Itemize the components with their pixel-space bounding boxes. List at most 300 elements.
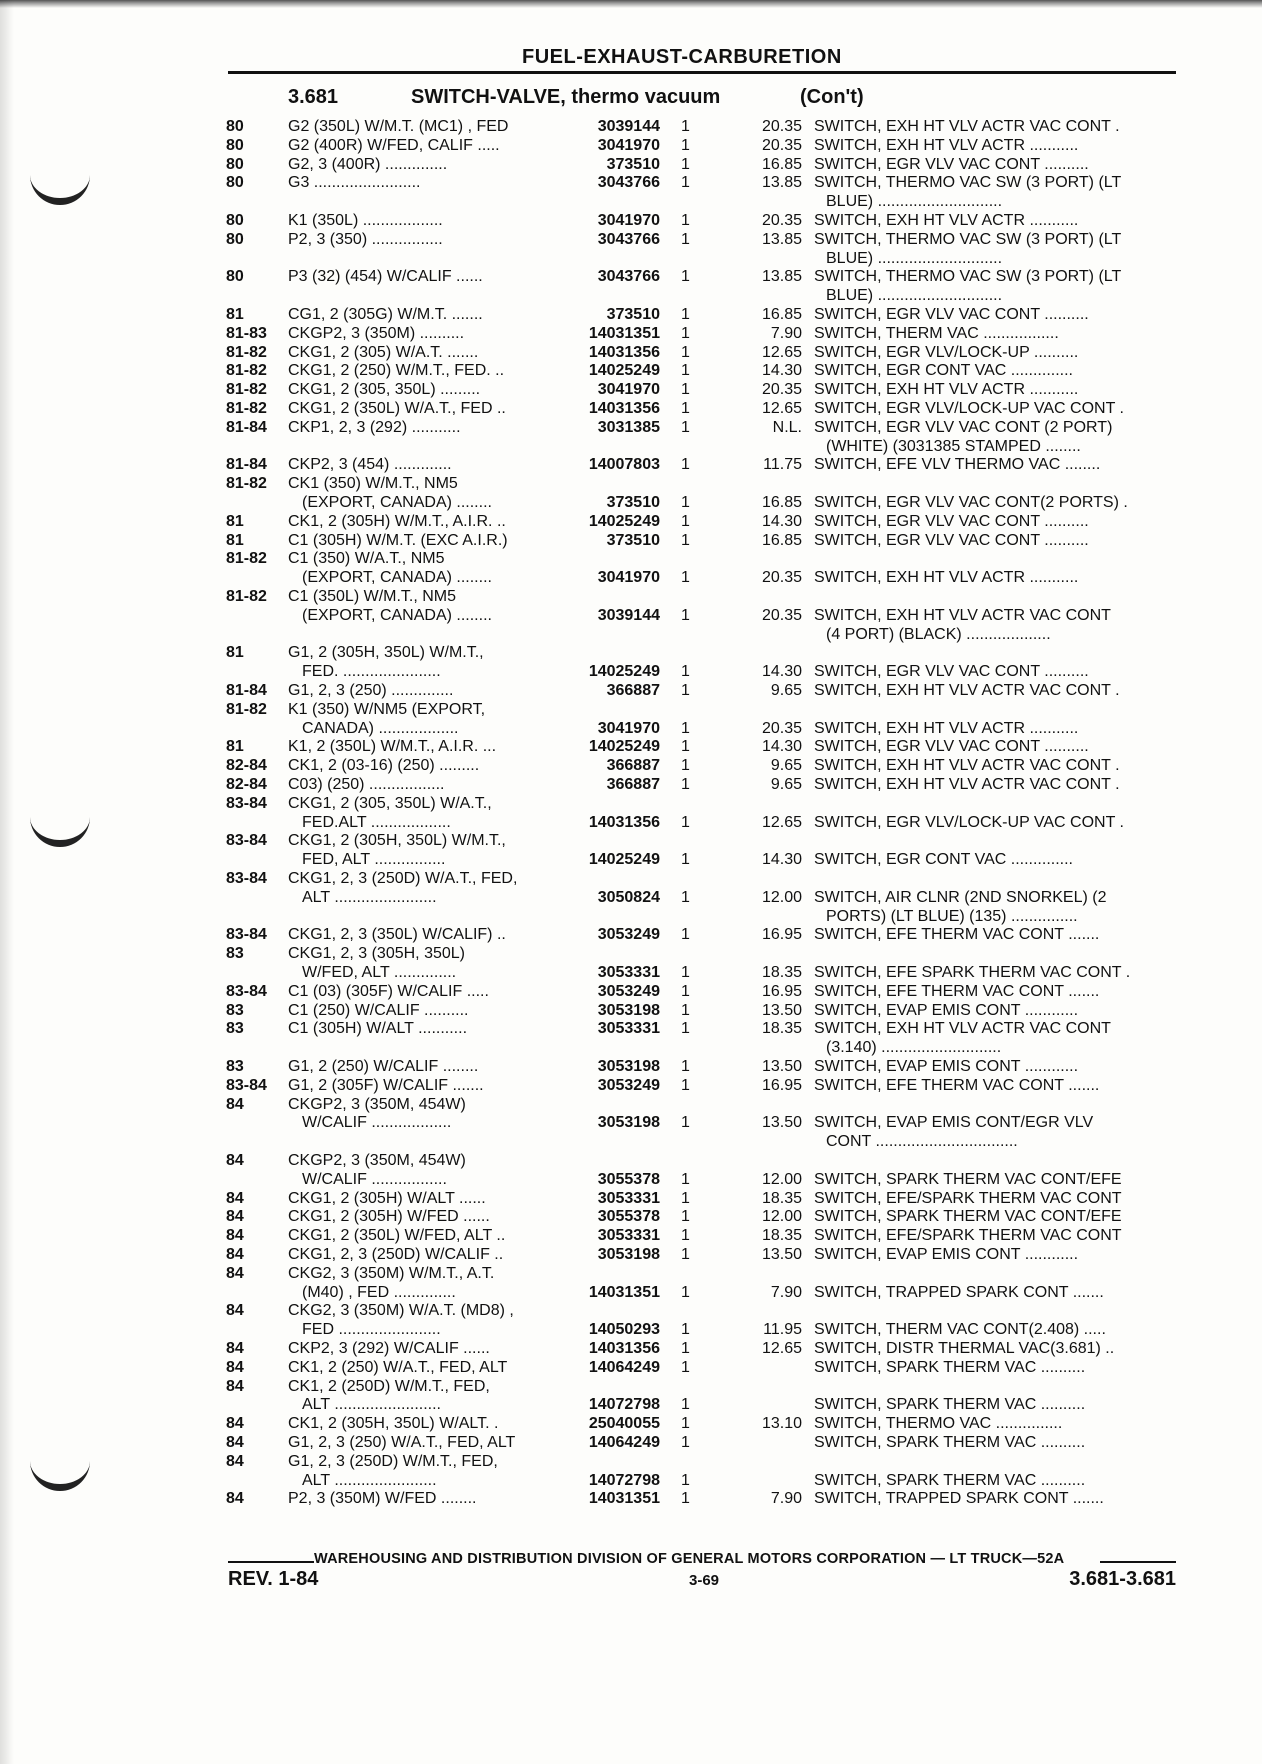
price: 16.85 bbox=[761, 493, 802, 511]
part-number: 14072798 bbox=[588, 1396, 660, 1414]
price: 13.50 bbox=[761, 1246, 802, 1263]
price: 13.85 bbox=[761, 268, 802, 286]
application-continued: (EXPORT, CANADA) ........ bbox=[302, 606, 492, 624]
application-continued: W/CALIF ................. bbox=[302, 1170, 447, 1188]
application: CKG1, 2 (305, 350L) W/A.T., bbox=[288, 794, 492, 812]
quantity: 1 bbox=[681, 381, 690, 399]
quantity: 1 bbox=[681, 456, 690, 474]
part-number: 3053331 bbox=[597, 1227, 660, 1245]
application: G1, 2, 3 (250D) W/M.T., FED, bbox=[288, 1452, 498, 1470]
description: SWITCH, EXH HT VLV ACTR VAC CONT . bbox=[814, 757, 1120, 775]
description: SWITCH, SPARK THERM VAC .......... bbox=[814, 1358, 1086, 1376]
price: 16.95 bbox=[761, 926, 802, 944]
page-title: FUEL-EXHAUST-CARBURETION bbox=[522, 46, 842, 68]
table-row bbox=[0, 531, 1262, 550]
part-number: 3053249 bbox=[597, 982, 660, 1000]
part-number: 373510 bbox=[606, 493, 660, 511]
application-continued: ALT ....................... bbox=[302, 888, 437, 906]
price: 12.65 bbox=[761, 1340, 802, 1357]
model-years: 80 bbox=[226, 268, 244, 286]
part-number: 3039144 bbox=[597, 118, 660, 135]
part-number: 14064249 bbox=[588, 1358, 660, 1376]
table-row bbox=[0, 1301, 1262, 1339]
price: 13.10 bbox=[761, 1415, 802, 1433]
price: 7.90 bbox=[770, 324, 802, 342]
quantity: 1 bbox=[681, 268, 690, 286]
application: G1, 2 (250) W/CALIF ........ bbox=[288, 1058, 479, 1075]
quantity: 1 bbox=[681, 851, 690, 869]
application: K1, 2 (350L) W/M.T., A.I.R. ... bbox=[288, 738, 497, 756]
quantity: 1 bbox=[681, 982, 690, 1000]
description: SWITCH, EFE THERM VAC CONT ....... bbox=[814, 1076, 1100, 1094]
part-number: 3039144 bbox=[597, 606, 660, 624]
application: G3 ........................ bbox=[288, 174, 421, 192]
part-number: 373510 bbox=[606, 531, 660, 549]
price: 12.00 bbox=[761, 1208, 802, 1226]
footer-division-line bbox=[228, 1551, 1176, 1571]
quantity: 1 bbox=[681, 1114, 690, 1132]
quantity: 1 bbox=[681, 136, 690, 154]
application-continued: W/FED, ALT .............. bbox=[302, 963, 457, 981]
quantity: 1 bbox=[681, 1058, 690, 1075]
price: 12.65 bbox=[761, 813, 802, 831]
application: C1 (250) W/CALIF .......... bbox=[288, 1001, 469, 1019]
table-row bbox=[0, 1019, 1262, 1057]
part-number: 3043766 bbox=[597, 230, 660, 248]
scan-edge-top bbox=[0, 0, 1262, 8]
table-row bbox=[0, 117, 1262, 136]
quantity: 1 bbox=[681, 1170, 690, 1188]
table-row bbox=[0, 1057, 1262, 1076]
application: CK1, 2 (305H, 350L) W/ALT. . bbox=[288, 1415, 499, 1433]
description: SWITCH, EFE/SPARK THERM VAC CONT bbox=[814, 1227, 1122, 1245]
table-row bbox=[0, 1151, 1262, 1189]
quantity: 1 bbox=[681, 230, 690, 248]
quantity: 1 bbox=[681, 738, 690, 756]
model-years: 83 bbox=[226, 1020, 244, 1038]
table-row bbox=[0, 1377, 1262, 1415]
description: SWITCH, EVAP EMIS CONT/EGR VLV bbox=[814, 1114, 1094, 1132]
application: G1, 2, 3 (250) W/A.T., FED, ALT bbox=[288, 1434, 516, 1451]
quantity: 1 bbox=[681, 531, 690, 549]
application: P2, 3 (350) ................ bbox=[288, 230, 443, 248]
description: SWITCH, EXH HT VLV ACTR VAC CONT bbox=[814, 1020, 1111, 1038]
part-number: 3041970 bbox=[597, 719, 660, 737]
application-continued: FED.ALT .................. bbox=[302, 813, 451, 831]
table-row bbox=[0, 399, 1262, 418]
model-years: 84 bbox=[226, 1152, 244, 1169]
table-row bbox=[0, 549, 1262, 587]
application: CKG1, 2, 3 (250D) W/CALIF .. bbox=[288, 1246, 504, 1263]
quantity: 1 bbox=[681, 1415, 690, 1433]
model-years: 81-84 bbox=[226, 418, 267, 436]
model-years: 84 bbox=[226, 1208, 244, 1226]
description: SWITCH, THERM VAC CONT(2.408) ..... bbox=[814, 1321, 1106, 1339]
part-number: 373510 bbox=[606, 306, 660, 323]
application: CKP1, 2, 3 (292) ........... bbox=[288, 418, 461, 436]
quantity: 1 bbox=[681, 155, 690, 173]
description: SWITCH, EXH HT VLV ACTR ........... bbox=[814, 381, 1079, 399]
model-years: 81-84 bbox=[226, 682, 267, 699]
part-number: 14025249 bbox=[588, 851, 660, 869]
description: SWITCH, EXH HT VLV ACTR ........... bbox=[814, 569, 1079, 587]
part-number: 3053249 bbox=[597, 1076, 660, 1094]
application: G2 (400R) W/FED, CALIF ..... bbox=[288, 136, 500, 154]
quantity: 1 bbox=[681, 663, 690, 681]
part-number: 3053331 bbox=[597, 1189, 660, 1207]
quantity: 1 bbox=[681, 1396, 690, 1414]
part-number: 3031385 bbox=[597, 418, 660, 436]
table-row bbox=[0, 681, 1262, 700]
section-number: 3.681 bbox=[288, 86, 339, 108]
table-row bbox=[0, 1207, 1262, 1226]
price: N.L. bbox=[772, 418, 802, 436]
description: SWITCH, EGR VLV VAC CONT .......... bbox=[814, 306, 1089, 323]
description-continued: BLUE) ............................ bbox=[826, 193, 1003, 211]
table-row bbox=[0, 982, 1262, 1001]
quantity: 1 bbox=[681, 324, 690, 342]
price: 20.35 bbox=[761, 381, 802, 399]
part-number: 3055378 bbox=[597, 1208, 660, 1226]
section-name: SWITCH-VALVE, thermo vacuum bbox=[411, 86, 721, 108]
application: P3 (32) (454) W/CALIF ...... bbox=[288, 268, 483, 286]
model-years: 84 bbox=[226, 1358, 244, 1376]
price: 20.35 bbox=[761, 212, 802, 229]
application: CKG1, 2 (350L) W/A.T., FED .. bbox=[288, 400, 506, 417]
model-years: 81-82 bbox=[226, 588, 267, 605]
application: CKGP2, 3 (350M, 454W) bbox=[288, 1095, 466, 1113]
part-number: 3053331 bbox=[597, 963, 660, 981]
quantity: 1 bbox=[681, 1283, 690, 1301]
price: 7.90 bbox=[770, 1283, 802, 1301]
model-years: 83 bbox=[226, 1001, 244, 1019]
table-row bbox=[0, 1489, 1262, 1508]
part-number: 3053198 bbox=[597, 1001, 660, 1019]
application-continued: (EXPORT, CANADA) ........ bbox=[302, 569, 492, 587]
table-row bbox=[0, 155, 1262, 174]
model-years: 84 bbox=[226, 1189, 244, 1207]
part-number: 3041970 bbox=[597, 136, 660, 154]
description: SWITCH, EVAP EMIS CONT ............ bbox=[814, 1058, 1079, 1075]
model-years: 84 bbox=[226, 1302, 244, 1320]
application-continued: W/CALIF .................. bbox=[302, 1114, 452, 1132]
model-years: 81-83 bbox=[226, 324, 267, 342]
price: 7.90 bbox=[770, 1490, 802, 1508]
application-continued: FED, ALT ................ bbox=[302, 851, 446, 869]
description: SWITCH, THERMO VAC SW (3 PORT) (LT bbox=[814, 268, 1122, 286]
application: K1 (350L) .................. bbox=[288, 212, 443, 229]
table-row bbox=[0, 324, 1262, 343]
footer-division-text: WAREHOUSING AND DISTRIBUTION DIVISION OF GENERAL MOTORS CORPORATION — LT TRUCK—52A bbox=[314, 1551, 1065, 1567]
part-number: 14031356 bbox=[588, 813, 660, 831]
application: C03) (250) ................. bbox=[288, 776, 445, 793]
application: CK1, 2 (250D) W/M.T., FED, bbox=[288, 1377, 490, 1395]
application: CKG1, 2 (305H) W/FED ...... bbox=[288, 1208, 490, 1226]
description: SWITCH, TRAPPED SPARK CONT ....... bbox=[814, 1490, 1104, 1508]
application: G1, 2, 3 (250) .............. bbox=[288, 682, 454, 699]
part-number: 3053331 bbox=[597, 1020, 660, 1038]
part-number: 3043766 bbox=[597, 174, 660, 192]
price: 14.30 bbox=[761, 362, 802, 380]
price: 20.35 bbox=[761, 719, 802, 737]
quantity: 1 bbox=[681, 174, 690, 192]
application: CKG1, 2, 3 (350L) W/CALIF) .. bbox=[288, 926, 506, 944]
quantity: 1 bbox=[681, 963, 690, 981]
model-years: 81-82 bbox=[226, 362, 267, 380]
quantity: 1 bbox=[681, 1208, 690, 1226]
price: 13.50 bbox=[761, 1001, 802, 1019]
table-row bbox=[0, 1264, 1262, 1302]
table-row bbox=[0, 1076, 1262, 1095]
table-row bbox=[0, 380, 1262, 399]
description: SWITCH, EXH HT VLV ACTR VAC CONT bbox=[814, 606, 1111, 624]
quantity: 1 bbox=[681, 1490, 690, 1508]
table-row bbox=[0, 1001, 1262, 1020]
part-number: 3043766 bbox=[597, 268, 660, 286]
application: CKGP2, 3 (350M, 454W) bbox=[288, 1152, 466, 1169]
price: 16.85 bbox=[761, 531, 802, 549]
quantity: 1 bbox=[681, 813, 690, 831]
table-row bbox=[0, 925, 1262, 944]
part-number: 14031356 bbox=[588, 343, 660, 361]
description: SWITCH, EGR CONT VAC .............. bbox=[814, 362, 1073, 380]
part-number: 14025249 bbox=[588, 512, 660, 530]
model-years: 83-84 bbox=[226, 982, 267, 1000]
application: K1 (350) W/NM5 (EXPORT, bbox=[288, 700, 486, 718]
part-number: 3053198 bbox=[597, 1058, 660, 1075]
model-years: 84 bbox=[226, 1377, 244, 1395]
revision-label: REV. 1-84 bbox=[228, 1568, 319, 1590]
description: SWITCH, TRAPPED SPARK CONT ....... bbox=[814, 1283, 1104, 1301]
model-years: 83-84 bbox=[226, 794, 267, 812]
table-row bbox=[0, 1095, 1262, 1151]
part-number: 14064249 bbox=[588, 1434, 660, 1451]
description-continued: PORTS) (LT BLUE) (135) ............... bbox=[826, 907, 1078, 925]
application: P2, 3 (350M) W/FED ........ bbox=[288, 1490, 477, 1508]
part-number: 25040055 bbox=[588, 1415, 660, 1433]
price: 13.85 bbox=[761, 230, 802, 248]
part-number: 3050824 bbox=[597, 888, 660, 906]
description: SWITCH, THERMO VAC SW (3 PORT) (LT bbox=[814, 230, 1122, 248]
table-row bbox=[0, 305, 1262, 324]
model-years: 83-84 bbox=[226, 926, 267, 944]
model-years: 84 bbox=[226, 1095, 244, 1113]
application-continued: (EXPORT, CANADA) ........ bbox=[302, 493, 492, 511]
description: SWITCH, THERMO VAC SW (3 PORT) (LT bbox=[814, 174, 1122, 192]
model-years: 81-82 bbox=[226, 550, 267, 568]
price: 16.85 bbox=[761, 155, 802, 173]
model-years: 80 bbox=[226, 155, 244, 173]
table-row bbox=[0, 869, 1262, 925]
description: SWITCH, EGR VLV VAC CONT(2 PORTS) . bbox=[814, 493, 1128, 511]
description: SWITCH, EGR CONT VAC .............. bbox=[814, 851, 1073, 869]
table-row bbox=[0, 211, 1262, 230]
application: C1 (03) (305F) W/CALIF ..... bbox=[288, 982, 489, 1000]
model-years: 80 bbox=[226, 136, 244, 154]
table-row bbox=[0, 1433, 1262, 1452]
quantity: 1 bbox=[681, 926, 690, 944]
model-years: 80 bbox=[226, 230, 244, 248]
quantity: 1 bbox=[681, 776, 690, 793]
application: CKG2, 3 (350M) W/A.T. (MD8) , bbox=[288, 1302, 514, 1320]
part-number: 14025249 bbox=[588, 362, 660, 380]
price: 16.95 bbox=[761, 982, 802, 1000]
part-number: 3041970 bbox=[597, 569, 660, 587]
description: SWITCH, EVAP EMIS CONT ............ bbox=[814, 1001, 1079, 1019]
table-row bbox=[0, 418, 1262, 456]
part-number: 373510 bbox=[606, 155, 660, 173]
price: 9.65 bbox=[770, 776, 802, 793]
price: 13.85 bbox=[761, 174, 802, 192]
part-number: 14031351 bbox=[588, 1490, 660, 1508]
model-years: 81-84 bbox=[226, 456, 267, 474]
model-years: 81 bbox=[226, 738, 244, 756]
header-rule bbox=[228, 71, 1176, 74]
section-continued: (Con't) bbox=[800, 86, 864, 108]
quantity: 1 bbox=[681, 1358, 690, 1376]
application: G1, 2 (305F) W/CALIF ....... bbox=[288, 1076, 484, 1094]
application-continued: FED ....................... bbox=[302, 1321, 441, 1339]
quantity: 1 bbox=[681, 1076, 690, 1094]
table-row bbox=[0, 1452, 1262, 1490]
application: CK1, 2 (03-16) (250) ......... bbox=[288, 757, 480, 775]
price: 13.50 bbox=[761, 1058, 802, 1075]
application: CKGP2, 3 (350M) .......... bbox=[288, 324, 465, 342]
model-years: 81 bbox=[226, 306, 244, 323]
part-number: 3055378 bbox=[597, 1170, 660, 1188]
price: 11.75 bbox=[763, 456, 802, 474]
application: C1 (305H) W/ALT ........... bbox=[288, 1020, 468, 1038]
description: SWITCH, THERMO VAC ............... bbox=[814, 1415, 1063, 1433]
part-number: 3041970 bbox=[597, 212, 660, 229]
application-continued: (M40) , FED .............. bbox=[302, 1283, 456, 1301]
quantity: 1 bbox=[681, 493, 690, 511]
table-row bbox=[0, 831, 1262, 869]
description: SWITCH, DISTR THERMAL VAC(3.681) .. bbox=[814, 1340, 1115, 1357]
application: CK1, 2 (250) W/A.T., FED, ALT bbox=[288, 1358, 508, 1376]
price: 12.00 bbox=[761, 1170, 802, 1188]
part-number: 3053198 bbox=[597, 1246, 660, 1263]
page-number: 3-69 bbox=[689, 1572, 720, 1589]
description: SWITCH, SPARK THERM VAC .......... bbox=[814, 1434, 1086, 1451]
description: SWITCH, EFE THERM VAC CONT ....... bbox=[814, 982, 1100, 1000]
quantity: 1 bbox=[681, 606, 690, 624]
model-years: 81-82 bbox=[226, 700, 267, 718]
quantity: 1 bbox=[681, 1471, 690, 1489]
table-row bbox=[0, 1226, 1262, 1245]
quantity: 1 bbox=[681, 1246, 690, 1263]
price: 18.35 bbox=[761, 1189, 802, 1207]
description: SWITCH, EFE SPARK THERM VAC CONT . bbox=[814, 963, 1131, 981]
price: 18.35 bbox=[761, 1020, 802, 1038]
model-years: 84 bbox=[226, 1415, 244, 1433]
model-years: 82-84 bbox=[226, 757, 267, 775]
table-row bbox=[0, 1245, 1262, 1264]
part-number: 14031351 bbox=[588, 324, 660, 342]
price: 20.35 bbox=[761, 569, 802, 587]
price: 14.30 bbox=[761, 663, 802, 681]
quantity: 1 bbox=[681, 118, 690, 135]
description: SWITCH, EGR VLV VAC CONT .......... bbox=[814, 531, 1089, 549]
table-row bbox=[0, 343, 1262, 362]
part-number: 3053249 bbox=[597, 926, 660, 944]
table-row bbox=[0, 1358, 1262, 1377]
price: 14.30 bbox=[761, 512, 802, 530]
model-years: 83-84 bbox=[226, 870, 267, 887]
description: SWITCH, EGR VLV VAC CONT .......... bbox=[814, 663, 1089, 681]
price: 12.00 bbox=[761, 888, 802, 906]
table-row bbox=[0, 756, 1262, 775]
model-years: 81-82 bbox=[226, 400, 267, 417]
table-row bbox=[0, 1339, 1262, 1358]
application: CK1 (350) W/M.T., NM5 bbox=[288, 475, 458, 493]
quantity: 1 bbox=[681, 400, 690, 417]
description: SWITCH, EGR VLV/LOCK-UP .......... bbox=[814, 343, 1079, 361]
application: CKP2, 3 (292) W/CALIF ...... bbox=[288, 1340, 490, 1357]
application-continued: ALT ....................... bbox=[302, 1471, 437, 1489]
model-years: 81 bbox=[226, 644, 244, 662]
price: 9.65 bbox=[770, 682, 802, 699]
description-continued: (3.140) ........................... bbox=[826, 1039, 1002, 1057]
price: 18.35 bbox=[761, 1227, 802, 1245]
description: SWITCH, SPARK THERM VAC .......... bbox=[814, 1396, 1086, 1414]
price: 13.50 bbox=[761, 1114, 802, 1132]
price: 9.65 bbox=[770, 757, 802, 775]
model-years: 81-82 bbox=[226, 343, 267, 361]
part-number: 14031351 bbox=[588, 1283, 660, 1301]
description-continued: BLUE) ............................ bbox=[826, 249, 1003, 267]
application: C1 (350) W/A.T., NM5 bbox=[288, 550, 445, 568]
quantity: 1 bbox=[681, 512, 690, 530]
description: SWITCH, EGR VLV VAC CONT .......... bbox=[814, 738, 1089, 756]
price: 11.95 bbox=[763, 1321, 802, 1339]
description: SWITCH, EVAP EMIS CONT ............ bbox=[814, 1246, 1079, 1263]
model-years: 81 bbox=[226, 512, 244, 530]
quantity: 1 bbox=[681, 1321, 690, 1339]
quantity: 1 bbox=[681, 212, 690, 229]
description: SWITCH, EGR VLV/LOCK-UP VAC CONT . bbox=[814, 813, 1124, 831]
table-row bbox=[0, 944, 1262, 982]
quantity: 1 bbox=[681, 719, 690, 737]
application: CKG1, 2 (305H, 350L) W/M.T., bbox=[288, 832, 506, 850]
quantity: 1 bbox=[681, 343, 690, 361]
table-row bbox=[0, 794, 1262, 832]
part-number: 14072798 bbox=[588, 1471, 660, 1489]
model-years: 81-82 bbox=[226, 475, 267, 493]
table-row bbox=[0, 1189, 1262, 1208]
part-number: 366887 bbox=[606, 757, 660, 775]
quantity: 1 bbox=[681, 1189, 690, 1207]
description-continued: (WHITE) (3031385 STAMPED ........ bbox=[826, 437, 1081, 455]
quantity: 1 bbox=[681, 757, 690, 775]
model-years: 84 bbox=[226, 1246, 244, 1263]
part-number: 14031356 bbox=[588, 400, 660, 417]
application-continued: ALT ........................ bbox=[302, 1396, 441, 1414]
quantity: 1 bbox=[681, 362, 690, 380]
model-years: 80 bbox=[226, 212, 244, 229]
application: G2 (350L) W/M.T. (MC1) , FED bbox=[288, 118, 509, 135]
application: CKG1, 2 (305, 350L) ......... bbox=[288, 381, 481, 399]
table-row bbox=[0, 136, 1262, 155]
quantity: 1 bbox=[681, 888, 690, 906]
description-continued: BLUE) ............................ bbox=[826, 287, 1003, 305]
description: SWITCH, AIR CLNR (2ND SNORKEL) (2 bbox=[814, 888, 1107, 906]
price: 20.35 bbox=[761, 606, 802, 624]
table-row bbox=[0, 1414, 1262, 1433]
table-row bbox=[0, 775, 1262, 794]
price: 12.65 bbox=[761, 400, 802, 417]
description: SWITCH, SPARK THERM VAC CONT/EFE bbox=[814, 1208, 1122, 1226]
